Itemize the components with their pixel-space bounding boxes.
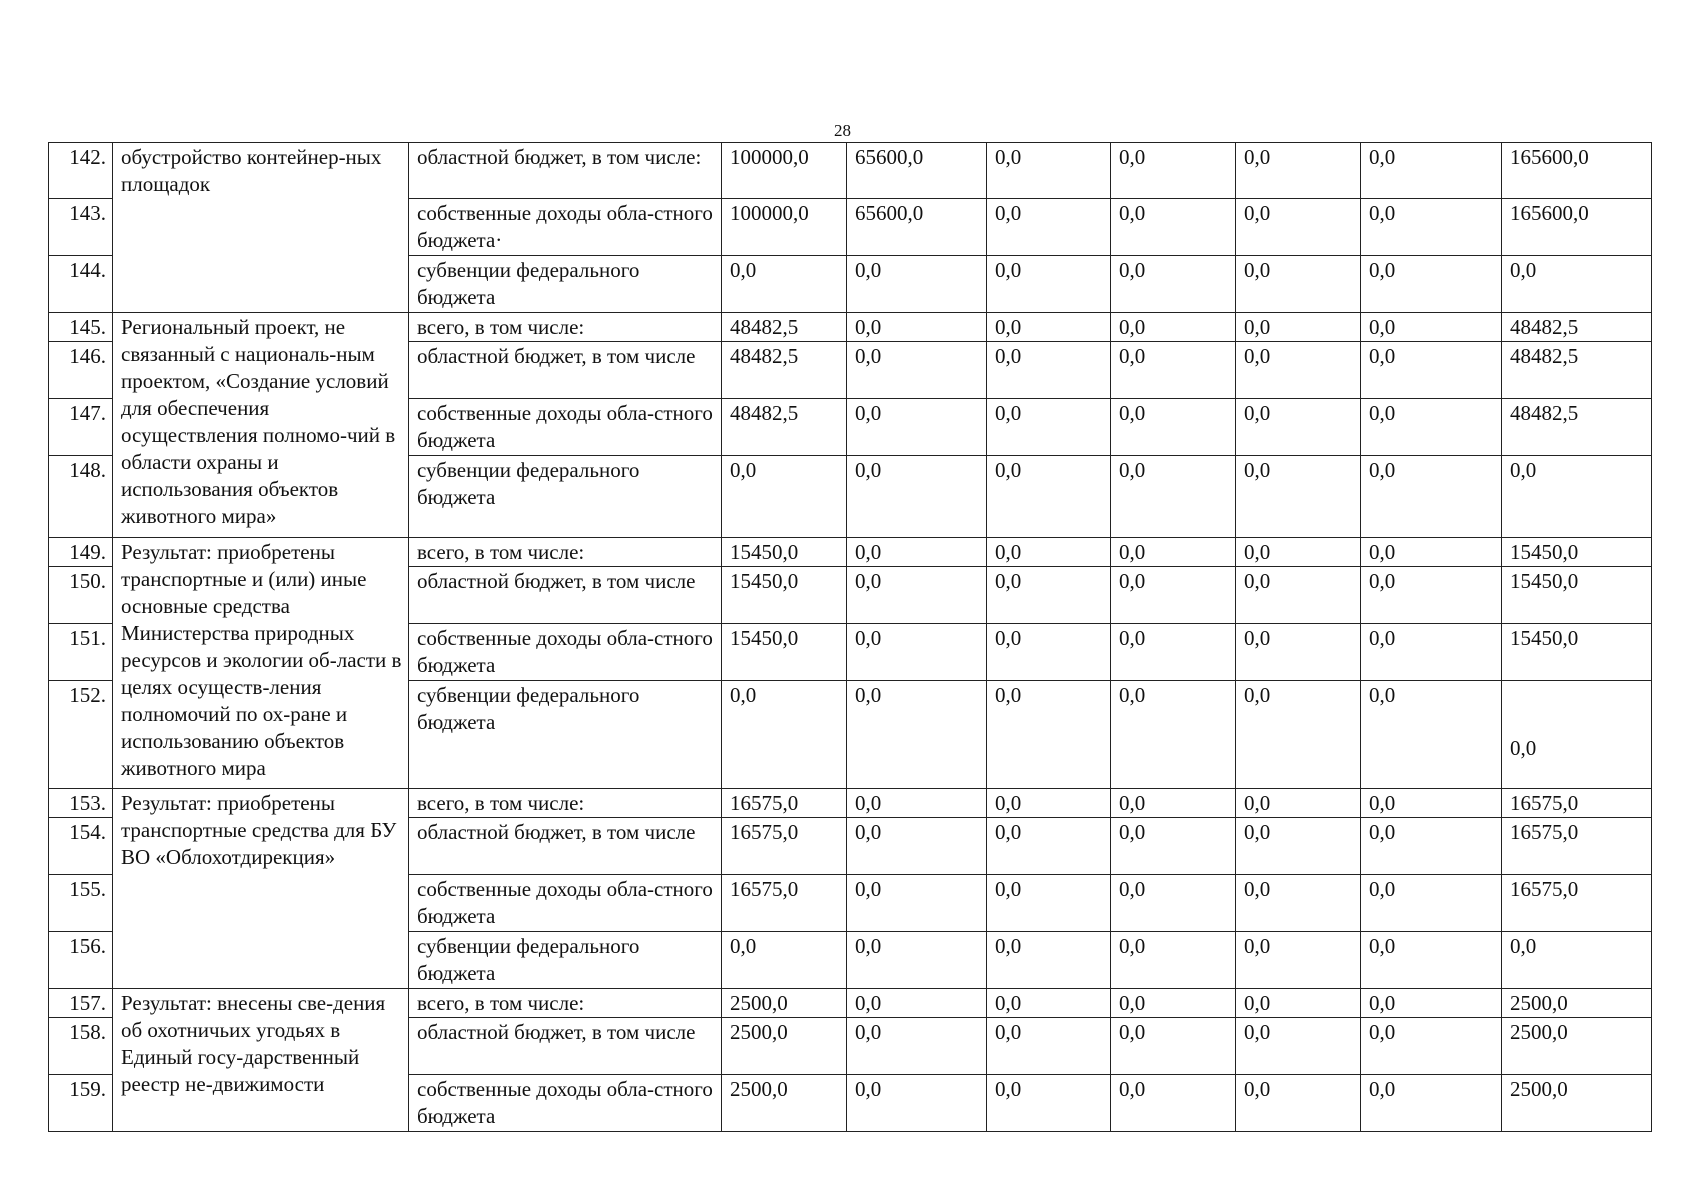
value-cell: 0,0 <box>1361 313 1502 342</box>
table-row <box>49 789 1652 818</box>
value-cell: 0,0 <box>987 256 1111 313</box>
value-total: 0,0 <box>1502 932 1652 989</box>
value-cell: 0,0 <box>722 932 847 989</box>
table-body <box>49 143 1652 1132</box>
row-number: 157. <box>49 989 113 1018</box>
value-total: 2500,0 <box>1502 989 1652 1018</box>
row-number: 146. <box>49 342 113 399</box>
value-cell: 0,0 <box>987 875 1111 932</box>
value-cell: 65600,0 <box>847 143 987 199</box>
value-cell: 0,0 <box>1111 1075 1236 1132</box>
table-row <box>49 538 1652 567</box>
value-cell: 0,0 <box>722 456 847 538</box>
value-cell: 0,0 <box>847 989 987 1018</box>
value-cell: 2500,0 <box>722 1018 847 1075</box>
funding-source: областной бюджет, в том числе <box>409 818 722 875</box>
value-cell: 0,0 <box>1236 989 1361 1018</box>
table-row <box>49 989 1652 1018</box>
value-cell: 0,0 <box>987 932 1111 989</box>
value-cell: 0,0 <box>1111 143 1236 199</box>
value-total: 2500,0 <box>1502 1018 1652 1075</box>
value-cell: 0,0 <box>987 1075 1111 1132</box>
row-number: 147. <box>49 399 113 456</box>
funding-source: субвенции федерального бюджета <box>409 256 722 313</box>
value-cell: 0,0 <box>847 456 987 538</box>
value-cell: 0,0 <box>1361 875 1502 932</box>
value-cell: 0,0 <box>1361 681 1502 789</box>
value-total: 16575,0 <box>1502 818 1652 875</box>
value-cell: 2500,0 <box>722 1075 847 1132</box>
row-number: 143. <box>49 199 113 256</box>
value-cell: 16575,0 <box>722 818 847 875</box>
value-cell: 0,0 <box>987 989 1111 1018</box>
value-total: 165600,0 <box>1502 199 1652 256</box>
value-cell: 0,0 <box>987 681 1111 789</box>
value-cell: 0,0 <box>847 399 987 456</box>
row-number: 144. <box>49 256 113 313</box>
value-cell: 0,0 <box>987 399 1111 456</box>
funding-source: областной бюджет, в том числе <box>409 1018 722 1075</box>
value-cell: 65600,0 <box>847 199 987 256</box>
value-cell: 16575,0 <box>722 875 847 932</box>
value-total: 16575,0 <box>1502 789 1652 818</box>
value-cell: 0,0 <box>1236 538 1361 567</box>
row-number: 149. <box>49 538 113 567</box>
value-cell: 0,0 <box>1361 989 1502 1018</box>
funding-source: собственные доходы обла-стного бюджета <box>409 875 722 932</box>
value-cell: 0,0 <box>1236 875 1361 932</box>
value-cell: 0,0 <box>1361 1075 1502 1132</box>
value-cell: 0,0 <box>1111 313 1236 342</box>
value-cell: 0,0 <box>847 789 987 818</box>
value-cell: 0,0 <box>1361 143 1502 199</box>
row-number: 148. <box>49 456 113 538</box>
value-cell: 0,0 <box>1111 989 1236 1018</box>
value-cell: 15450,0 <box>722 538 847 567</box>
value-cell: 0,0 <box>1111 256 1236 313</box>
row-number: 151. <box>49 624 113 681</box>
row-number: 155. <box>49 875 113 932</box>
value-cell: 100000,0 <box>722 143 847 199</box>
value-cell: 0,0 <box>1236 681 1361 789</box>
row-number: 153. <box>49 789 113 818</box>
funding-source: областной бюджет, в том числе: <box>409 143 722 199</box>
page-number: 28 <box>834 121 851 140</box>
value-cell: 0,0 <box>987 567 1111 624</box>
value-cell: 0,0 <box>1236 818 1361 875</box>
value-cell: 0,0 <box>1361 538 1502 567</box>
value-total: 15450,0 <box>1502 567 1652 624</box>
value-cell: 0,0 <box>1236 1018 1361 1075</box>
table-row <box>49 143 1652 199</box>
value-cell: 0,0 <box>722 681 847 789</box>
value-cell: 0,0 <box>1111 342 1236 399</box>
value-cell: 0,0 <box>987 143 1111 199</box>
funding-source: субвенции федерального бюджета <box>409 681 722 789</box>
value-cell: 0,0 <box>987 313 1111 342</box>
value-cell: 0,0 <box>1361 1018 1502 1075</box>
value-cell: 0,0 <box>1236 342 1361 399</box>
value-cell: 0,0 <box>847 875 987 932</box>
funding-source: всего, в том числе: <box>409 989 722 1018</box>
funding-source: всего, в том числе: <box>409 313 722 342</box>
value-total: 48482,5 <box>1502 399 1652 456</box>
value-cell: 0,0 <box>1361 199 1502 256</box>
value-cell: 0,0 <box>847 624 987 681</box>
value-cell: 15450,0 <box>722 567 847 624</box>
row-number: 156. <box>49 932 113 989</box>
value-cell: 0,0 <box>1361 456 1502 538</box>
row-number: 154. <box>49 818 113 875</box>
funding-source: всего, в том числе: <box>409 538 722 567</box>
value-cell: 15450,0 <box>722 624 847 681</box>
row-number: 159. <box>49 1075 113 1132</box>
value-cell: 0,0 <box>1236 256 1361 313</box>
value-cell: 0,0 <box>1361 399 1502 456</box>
value-cell: 0,0 <box>1111 538 1236 567</box>
value-cell: 0,0 <box>1111 456 1236 538</box>
value-cell: 0,0 <box>847 256 987 313</box>
row-number: 142. <box>49 143 113 199</box>
group-name: Результат: приобретены транспортные и (или) иные основные средства Министерства природных ресурсов и экологии об-ласти в целях осуществ-ления полномочий по ох-ране и использованию объектов животного мира <box>113 538 409 789</box>
value-total: 0,0 <box>1502 681 1652 789</box>
value-cell: 16575,0 <box>722 789 847 818</box>
value-cell: 48482,5 <box>722 313 847 342</box>
value-cell: 0,0 <box>847 818 987 875</box>
value-cell: 0,0 <box>987 1018 1111 1075</box>
value-cell: 0,0 <box>1361 818 1502 875</box>
row-number: 145. <box>49 313 113 342</box>
value-cell: 0,0 <box>722 256 847 313</box>
value-cell: 0,0 <box>1111 199 1236 256</box>
funding-source: областной бюджет, в том числе <box>409 342 722 399</box>
value-cell: 0,0 <box>987 456 1111 538</box>
row-number: 158. <box>49 1018 113 1075</box>
value-cell: 0,0 <box>1361 932 1502 989</box>
value-cell: 0,0 <box>847 1075 987 1132</box>
value-total: 15450,0 <box>1502 538 1652 567</box>
value-cell: 2500,0 <box>722 989 847 1018</box>
funding-source: субвенции федерального бюджета <box>409 456 722 538</box>
group-name: Региональный проект, не связанный с националь-ным проектом, «Создание условий для обеспечения осуществления полномо-чий в области охраны и использования объектов животного мира» <box>113 313 409 538</box>
funding-source: собственные доходы обла-стного бюджета <box>409 624 722 681</box>
value-cell: 0,0 <box>1236 313 1361 342</box>
value-cell: 0,0 <box>847 538 987 567</box>
value-cell: 0,0 <box>987 538 1111 567</box>
value-total: 165600,0 <box>1502 143 1652 199</box>
value-cell: 0,0 <box>847 342 987 399</box>
table-row <box>49 313 1652 342</box>
value-cell: 0,0 <box>847 567 987 624</box>
value-cell: 0,0 <box>1111 624 1236 681</box>
funding-source: собственные доходы обла-стного бюджета· <box>409 199 722 256</box>
value-cell: 48482,5 <box>722 342 847 399</box>
group-name: Результат: внесены све-дения об охотничьих угодьях в Единый госу-дарственный реестр не-движимости <box>113 989 409 1132</box>
value-cell: 0,0 <box>1236 143 1361 199</box>
value-cell: 0,0 <box>1111 818 1236 875</box>
value-total: 15450,0 <box>1502 624 1652 681</box>
value-total: 16575,0 <box>1502 875 1652 932</box>
value-cell: 0,0 <box>1361 624 1502 681</box>
funding-source: собственные доходы обла-стного бюджета <box>409 1075 722 1132</box>
value-total: 2500,0 <box>1502 1075 1652 1132</box>
value-cell: 0,0 <box>1236 399 1361 456</box>
value-cell: 0,0 <box>1111 399 1236 456</box>
value-cell: 0,0 <box>1111 789 1236 818</box>
row-number: 150. <box>49 567 113 624</box>
value-cell: 0,0 <box>987 818 1111 875</box>
budget-table <box>48 142 1652 1132</box>
value-cell: 0,0 <box>1236 199 1361 256</box>
value-cell: 0,0 <box>1361 256 1502 313</box>
value-cell: 0,0 <box>987 624 1111 681</box>
value-total: 0,0 <box>1502 256 1652 313</box>
value-cell: 0,0 <box>1111 567 1236 624</box>
value-total: 0,0 <box>1502 456 1652 538</box>
value-cell: 0,0 <box>1111 681 1236 789</box>
value-cell: 0,0 <box>1111 875 1236 932</box>
value-cell: 0,0 <box>987 342 1111 399</box>
group-name: Результат: приобретены транспортные средства для БУ ВО «Облохотдирекция» <box>113 789 409 989</box>
value-cell: 0,0 <box>1111 932 1236 989</box>
value-cell: 0,0 <box>1236 567 1361 624</box>
value-cell: 0,0 <box>1236 624 1361 681</box>
value-cell: 0,0 <box>1236 1075 1361 1132</box>
value-cell: 0,0 <box>1236 789 1361 818</box>
value-total: 48482,5 <box>1502 313 1652 342</box>
group-name: обустройство контейнер-ных площадок <box>113 143 409 313</box>
funding-source: всего, в том числе: <box>409 789 722 818</box>
value-cell: 0,0 <box>847 932 987 989</box>
value-cell: 0,0 <box>847 1018 987 1075</box>
value-cell: 0,0 <box>1236 456 1361 538</box>
funding-source: субвенции федерального бюджета <box>409 932 722 989</box>
value-cell: 48482,5 <box>722 399 847 456</box>
value-cell: 0,0 <box>1361 342 1502 399</box>
value-cell: 0,0 <box>987 199 1111 256</box>
value-cell: 0,0 <box>1236 932 1361 989</box>
row-number: 152. <box>49 681 113 789</box>
value-cell: 0,0 <box>1111 1018 1236 1075</box>
value-cell: 0,0 <box>847 313 987 342</box>
value-cell: 0,0 <box>987 789 1111 818</box>
funding-source: собственные доходы обла-стного бюджета <box>409 399 722 456</box>
value-cell: 0,0 <box>1361 789 1502 818</box>
value-cell: 0,0 <box>1361 567 1502 624</box>
value-total: 48482,5 <box>1502 342 1652 399</box>
funding-source: областной бюджет, в том числе <box>409 567 722 624</box>
value-cell: 0,0 <box>847 681 987 789</box>
value-cell: 100000,0 <box>722 199 847 256</box>
